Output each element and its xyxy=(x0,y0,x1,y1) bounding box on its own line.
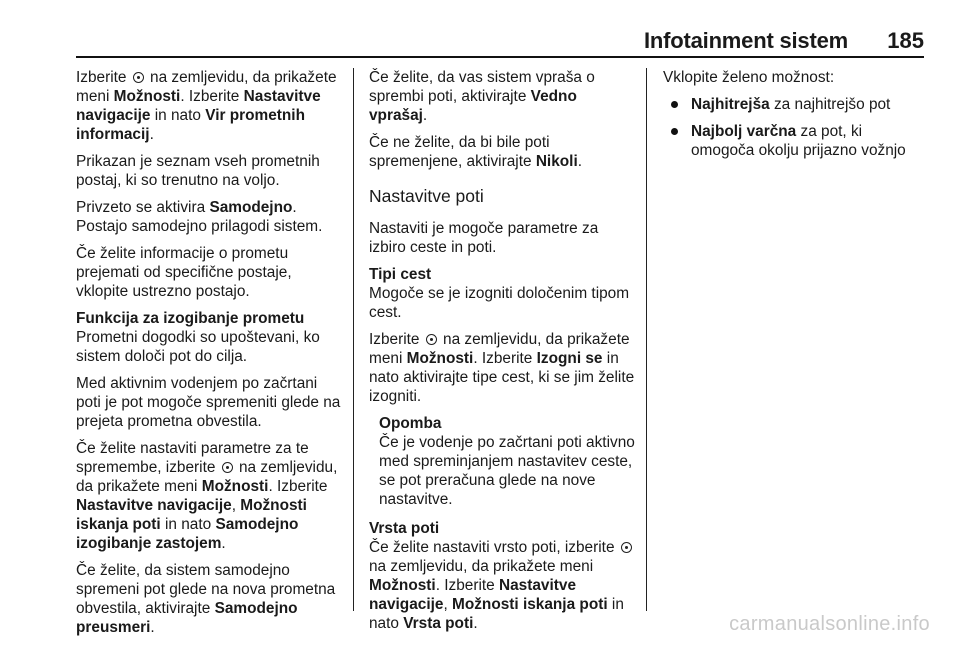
paragraph: Prikazan je seznam vseh prometnih postaj, ki so trenutno na voljo. xyxy=(76,153,320,189)
paragraph: Če želite nastaviti vrsto poti, izberite na zemljevidu, da prikažete meni Možnosti. Izberite Nastavitve navigacije, Možnosti iskanja poti in nato Vrsta poti. xyxy=(369,538,637,633)
paragraph: Če želite informacije o prometu prejemati od specifične postaje, vklopite ustrezno postajo. xyxy=(76,245,292,300)
target-icon xyxy=(222,462,233,473)
paragraph: Izberite na zemljevidu, da prikažete meni Možnosti. Izberite Nastavitve navigacije in nato Vir prometnih informacij. xyxy=(76,69,337,143)
note-text: Če je vodenje po začrtani poti aktivno med spreminjanjem nastavitev ceste, se pot preračuna glede na nove nastavitve. xyxy=(379,434,635,508)
paragraph: Če želite, da vas sistem vpraša o sprembi poti, aktivirajte Vedno vprašaj. xyxy=(369,69,595,124)
paragraph: Privzeto se aktivira Samodejno. Postajo samodejno prilagodi sistem. xyxy=(76,199,323,235)
bullet-icon xyxy=(671,101,678,108)
column-divider-2 xyxy=(646,68,647,611)
column-divider-1 xyxy=(353,68,354,611)
target-icon xyxy=(133,72,144,83)
note-title: Opomba xyxy=(379,415,442,432)
paragraph: Nastaviti je mogoče parametre za izbiro ceste in poti. xyxy=(369,220,599,256)
column-2 xyxy=(369,68,637,641)
subheading-route-type: Vrsta poti xyxy=(369,520,440,537)
subheading-traffic-avoidance: Funkcija za izogibanje prometu xyxy=(76,310,305,327)
paragraph: Med aktivnim vodenjem po začrtani poti je pot mogoče spremeniti glede na prejeta prometna obvestila. xyxy=(76,375,341,430)
paragraph: Vklopite želeno možnost: xyxy=(663,69,835,86)
paragraph: Mogoče se je izogniti določenim tipom cest. xyxy=(369,285,630,321)
paragraph: Prometni dogodki so upoštevani, ko sistem določi pot do cilja. xyxy=(76,329,320,365)
list-item: Najbolj varčna za pot, ki omogoča okolju prijazno vožnjo xyxy=(663,122,925,160)
paragraph: Če ne želite, da bi bile poti spremenjene, aktivirajte Nikoli. xyxy=(369,134,582,170)
column-3 xyxy=(663,68,925,168)
paragraph: Izberite na zemljevidu, da prikažete meni Možnosti. Izberite Izogni se in nato aktivirajte tipe cest, ki se jim želite izogniti. xyxy=(369,331,635,405)
page-title: Infotainment sistem xyxy=(643,28,848,53)
watermark: carmanualsonline.info xyxy=(729,613,930,635)
list-item: Najhitrejša za najhitrejšo pot xyxy=(663,95,925,114)
note-box xyxy=(369,414,637,509)
paragraph: Če želite, da sistem samodejno spremeni pot glede na nova prometna obvestila, aktivirajte Samodejno preusmeri. xyxy=(76,562,336,636)
header-divider xyxy=(76,56,924,58)
option-list xyxy=(663,95,925,160)
target-icon xyxy=(621,542,632,553)
section-title-route-settings: Nastavitve poti xyxy=(369,186,484,206)
paragraph: Če želite nastaviti parametre za te spremembe, izberite na zemljevidu, da prikažete meni Možnosti. Izberite Nastavitve navigacije, Možnosti iskanja poti in nato Samodejno izogibanje zastojem. xyxy=(76,440,338,552)
page-number: 185 xyxy=(887,28,924,53)
subheading-road-types: Tipi cest xyxy=(369,266,432,283)
target-icon xyxy=(426,334,437,345)
column-1 xyxy=(76,68,344,645)
bullet-icon xyxy=(671,128,678,135)
